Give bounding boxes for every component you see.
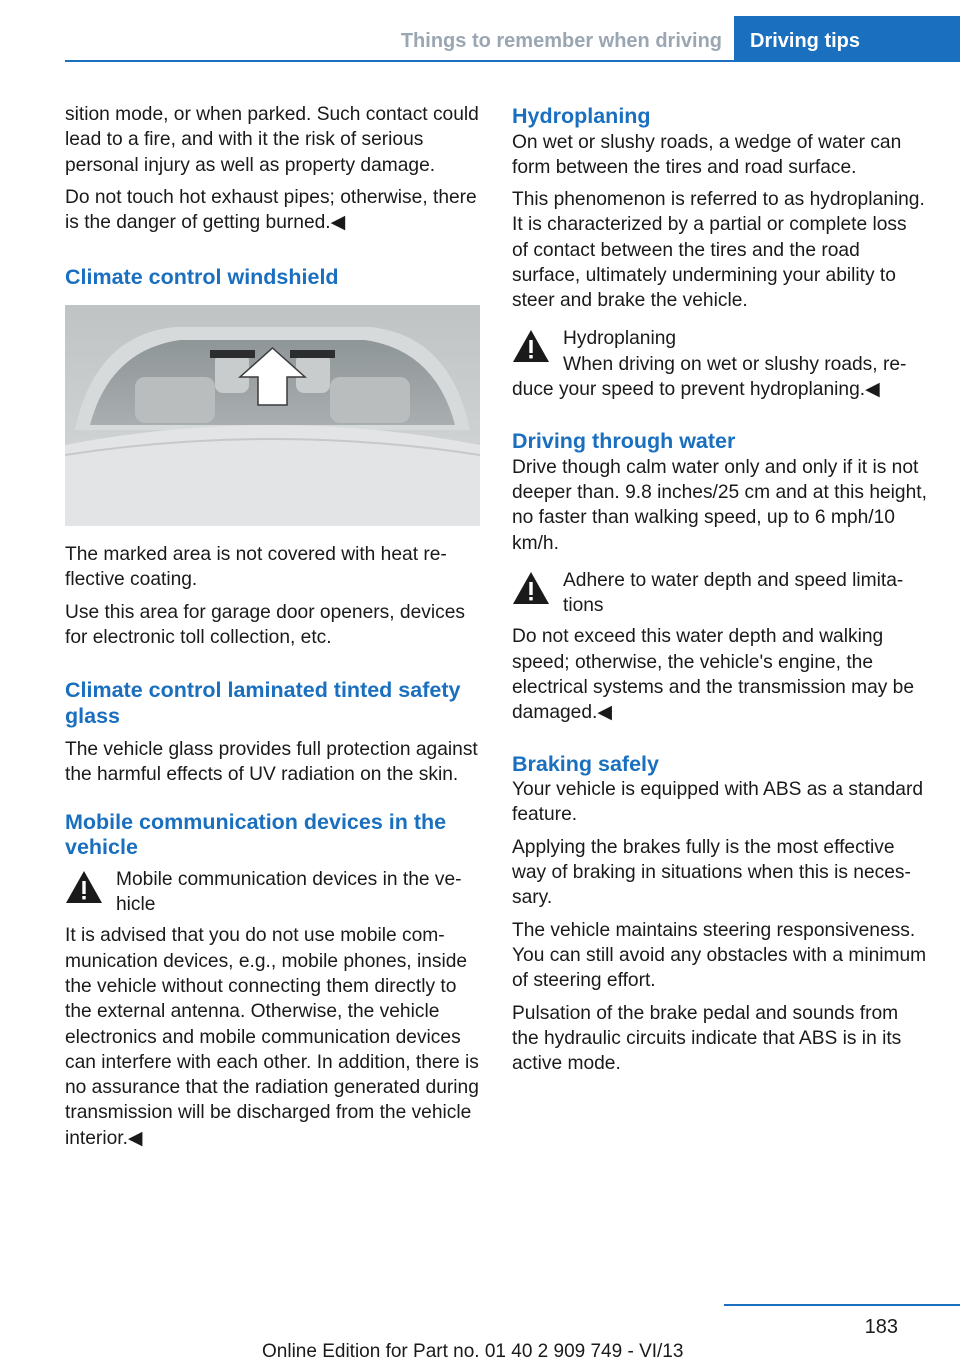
header-section-title: Things to remember when driving — [400, 30, 722, 52]
header-chapter-tab: Driving tips — [734, 16, 960, 62]
heading-driving-through-water: Driving through water — [512, 429, 736, 454]
heading-hydroplaning: Hydroplaning — [512, 104, 651, 128]
paragraph: This phenomenon is referred to as hydroplaning. It is characterized by a partial or complete loss of contact between the tires and the road surface, ultimately undermining your ability to steer and brake the vehicle. — [512, 189, 925, 312]
paragraph: Do not touch hot exhaust pipes; otherwise, there is the danger of getting burned.◀ — [65, 186, 477, 234]
warning-text: Adhere to water depth and speed limitations — [563, 569, 904, 617]
paragraph: It is advised that you do not use mobile communication devices, e.g., mobile phones, inside the vehicle without connecting them directly to the external antenna. Otherwise, the vehicle electronics and mobile communication devices can interfere with each other. In addition, there is no assurance that the radiation generated during transmission will be discharged from the vehicle interior.◀ — [65, 925, 479, 1149]
paragraph: On wet or slushy roads, a wedge of water can form between the tires and road surface. — [512, 131, 902, 178]
paragraph: The vehicle maintains steering responsiveness. You can still avoid any obstacles with a minimum of steering effort. — [512, 919, 927, 992]
warning-water-depth — [512, 568, 927, 619]
paragraph: Drive though calm water only and only if it is not deeper than. 9.8 inches/25 cm and at this height, no faster than walking speed, up to 6 mph/10 km/h. — [512, 456, 927, 554]
paragraph: Applying the brakes fully is the most effective way of braking in situations when this is necessary. — [512, 836, 911, 909]
heading-laminated-glass: Climate control laminated tinted safety glass — [65, 678, 461, 728]
heading-braking-safely: Braking safely — [512, 751, 659, 776]
warning-mobile-devices — [65, 867, 480, 918]
right-column — [512, 102, 927, 1083]
footer-edition: Online Edition for Part no. 01 40 2 909 749 - VI/13 — [262, 1341, 684, 1362]
warning-triangle-icon — [512, 329, 550, 363]
heading-climate-windshield: Climate control windshield — [65, 265, 339, 290]
warning-triangle-icon — [65, 870, 103, 904]
paragraph: Pulsation of the brake pedal and sounds from the hydraulic circuits indicate that ABS is in its active mode. — [512, 1002, 902, 1075]
windshield-interior-photo — [65, 305, 480, 526]
warning-title: Hydroplaning — [563, 327, 677, 349]
warning-body: When driving on wet or slushy roads, reduce your speed to prevent hydroplaning.◀ — [512, 353, 907, 400]
left-column — [65, 102, 480, 1158]
footer-rule — [724, 1304, 960, 1306]
paragraph: sition mode, or when parked. Such contact could lead to a fire, and with it the risk of serious personal injury as well as property damage. — [65, 104, 479, 176]
warning-text: Mobile communication devices in the vehicle — [116, 868, 462, 916]
warning-triangle-icon — [512, 571, 550, 605]
heading-mobile-devices: Mobile communication devices in the vehicle — [65, 809, 447, 860]
warning-hydroplaning — [512, 326, 927, 360]
paragraph: Your vehicle is equipped with ABS as a standard feature. — [512, 779, 924, 826]
paragraph: Use this area for garage door openers, devices for electronic toll collection, etc. — [65, 601, 465, 648]
paragraph: The marked area is not covered with heat reflective coating. — [65, 543, 447, 591]
paragraph: The vehicle glass provides full protection against the harmful effects of UV radiation on the skin. — [65, 739, 478, 786]
page-number: 183 — [864, 1316, 898, 1338]
paragraph: Do not exceed this water depth and walking speed; otherwise, the vehicle's engine, the electrical systems and the transmission may be damaged.◀ — [512, 626, 915, 724]
